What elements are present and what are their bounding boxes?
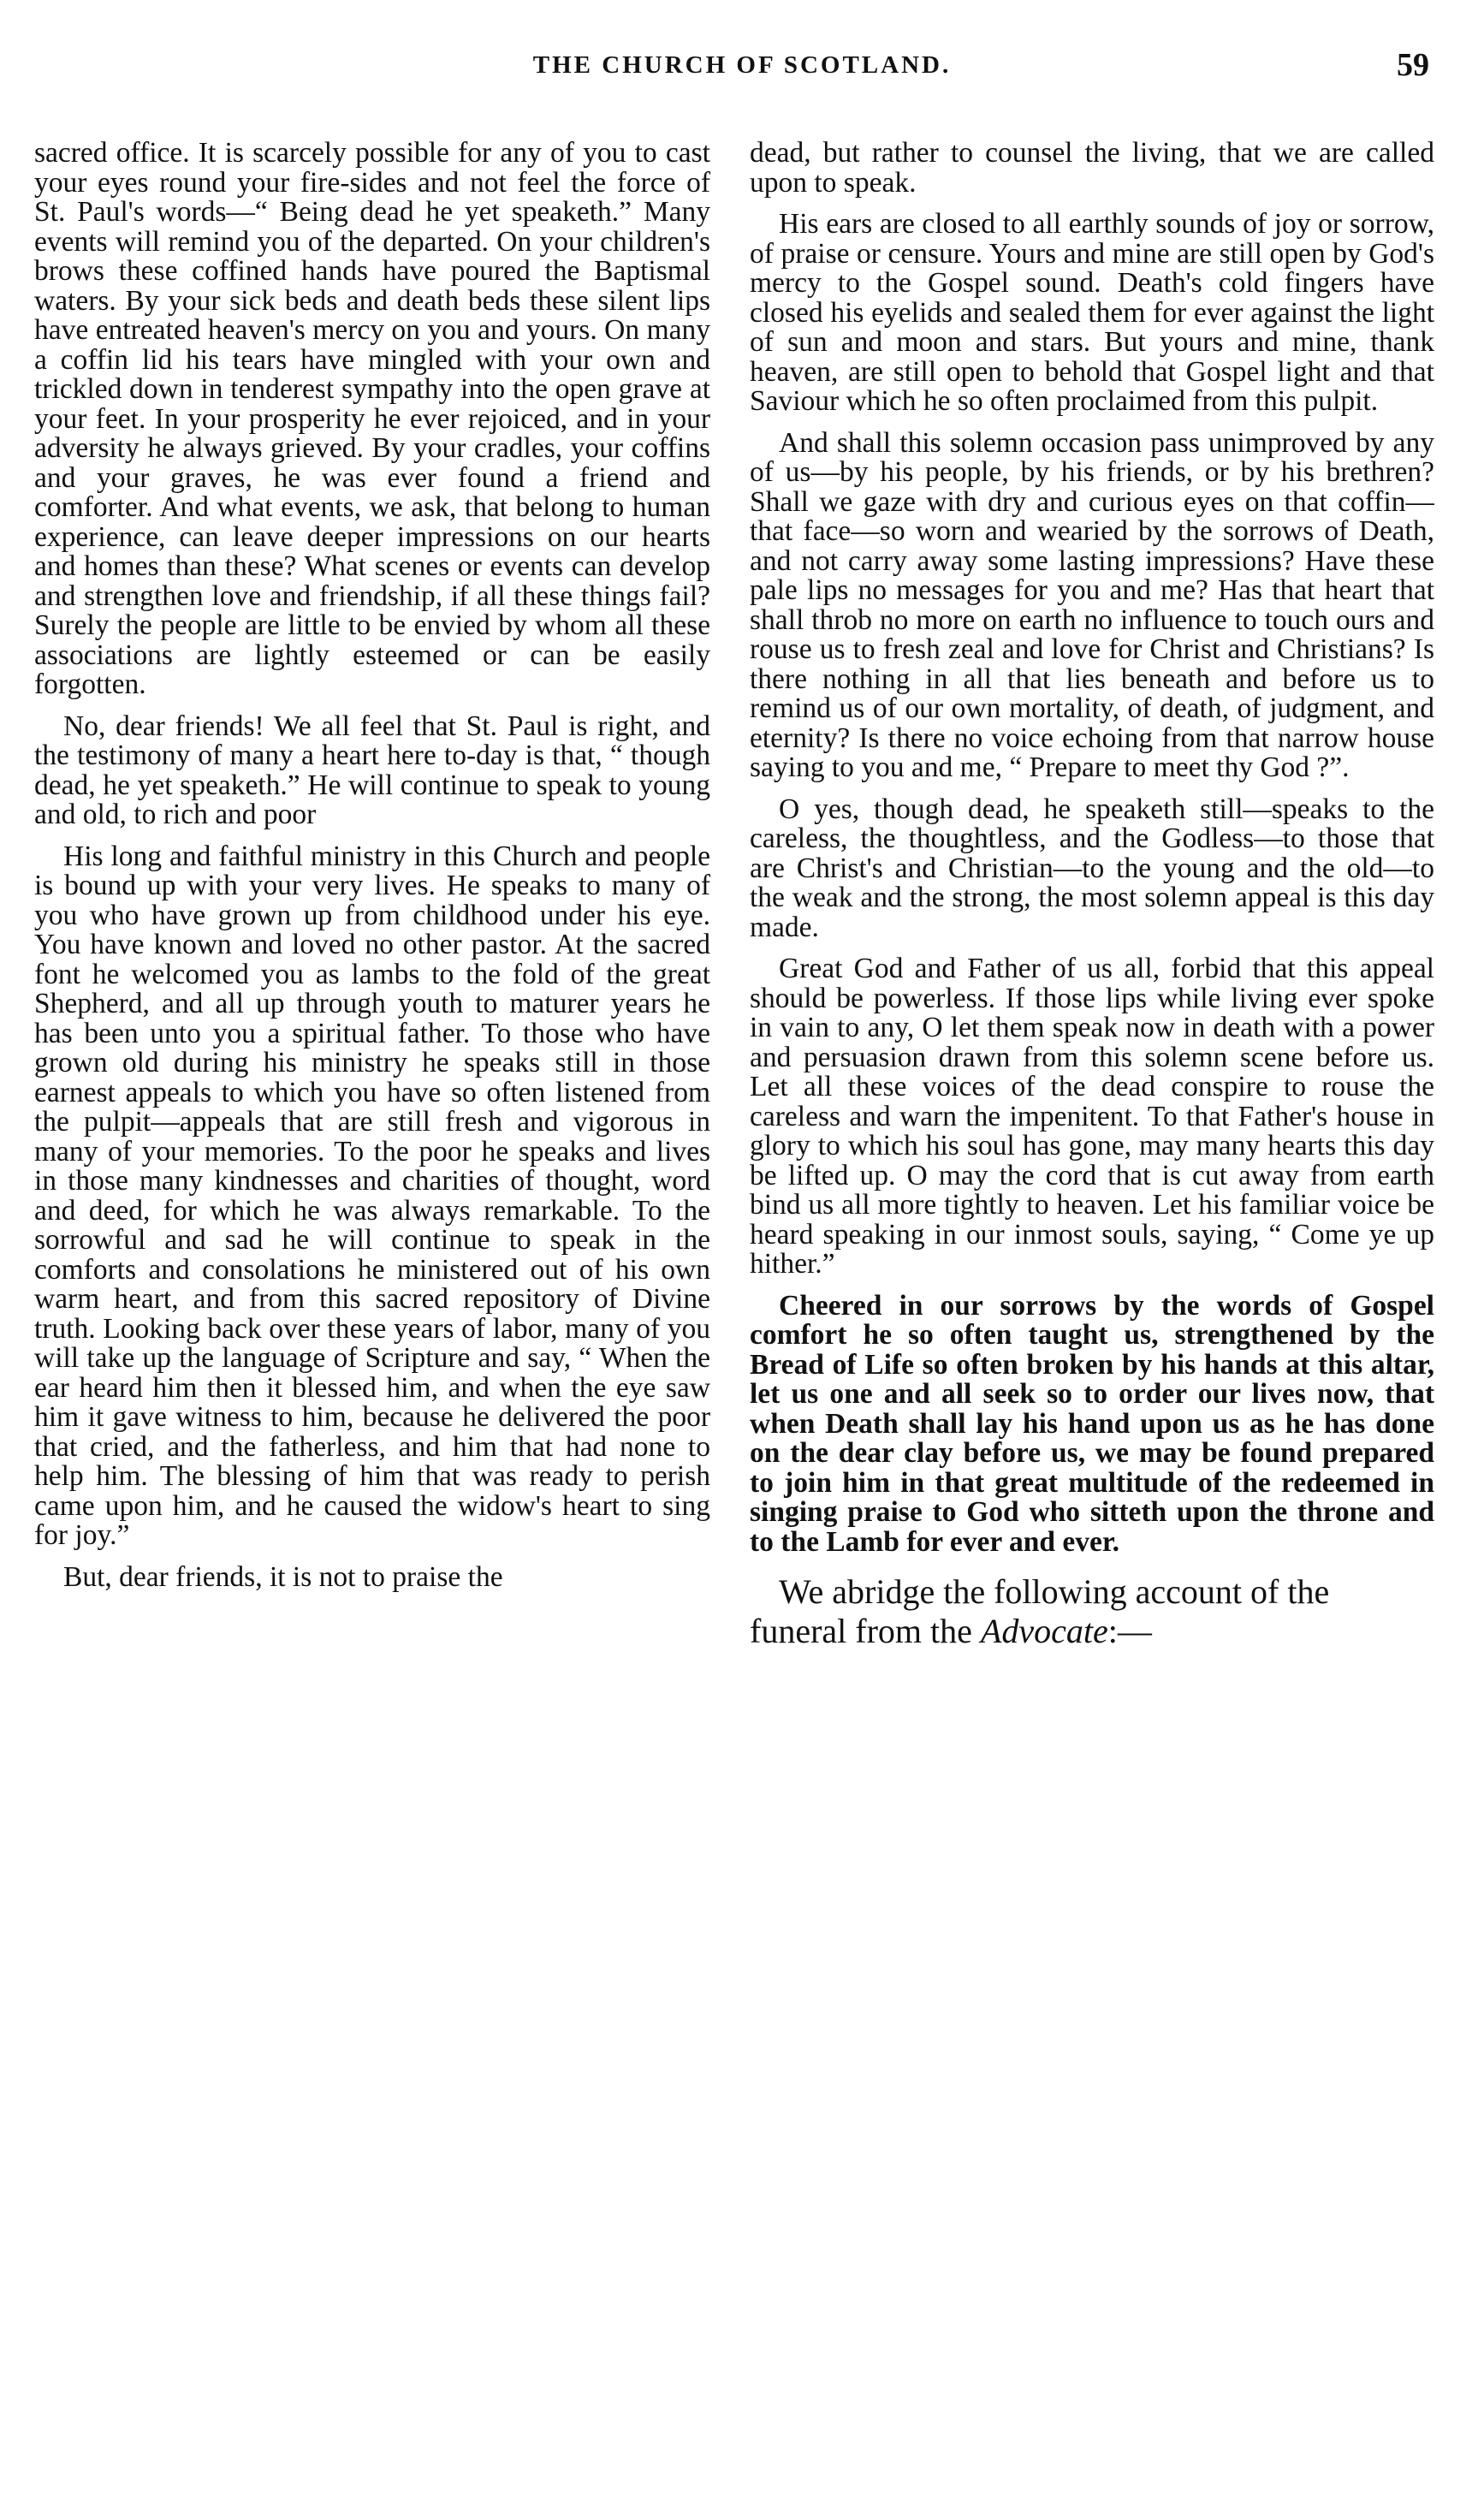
paragraph: dead, but rather to counsel the living, that we are called upon to speak. — [750, 139, 1434, 199]
left-column — [34, 139, 710, 2501]
paragraph: And shall this solemn occasion pass unimproved by any of us—by his people, by his friends, or by his brethren? Shall we gaze with dry and curious eyes on that coffin—that face—so worn and wearied by the sorrows of Death, and not carry away some lasting impressions? Have these pale lips no messages for you and me? Has that heart that shall throb no more on earth no influence to touch ours and rouse us to fresh zeal and love for Christ and Christians? Is there nothing in all that lies beneath and before us to remind us of our own mortality, of death, of judgment, and eternity? Is there no voice echoing from that narrow house saying to you and me, “ Prepare to meet thy God ?”. — [750, 426, 1434, 783]
paragraph: Great God and Father of us all, forbid that this appeal should be powerless. If those lips while living ever spoke in vain to any, O let them speak now in death with a power and persuasion drawn from this solemn scene before us. Let all these voices of the dead conspire to rouse the careless and warn the impenitent. To that Father's house in glory to which his soul has gone, may many hearts this day be lifted up. O may the cord that is cut away from earth bind us all more tightly to heaven. Let his familiar voice be heard speaking in our inmost souls, saying, “ Come ye up hither.” — [750, 953, 1434, 1280]
paragraph: His long and faithful ministry in this Church and people is bound up with your very lives. He speaks to many of you who have grown up from childhood under his eye. You have known and loved no other pastor. At the sacred font he welcomed you as lambs to the fold of the great Shepherd, and all up through youth to maturer years he has been unto you a spiritual father. To those who have grown old during his ministry he speaks still in those earnest appeals to which you have so often listened from the pulpit—appeals that are still fresh and vigorous in many of your memories. To the poor he speaks and lives in those many kindnesses and charities of thought, word and deed, for which he was always remarkable. To the sorrowful and sad he will continue to speak in the comforts and consolations he ministered out of his own warm heart, and from this sacred repository of Divine truth. Looking back over these years of labor, many of you will take up the language of Scripture and say, “ When the ear heard him then it blessed him, and when the eye saw him it gave witness to him, because he delivered the poor that cried, and the fatherless, and him that had none to help him. The blessing of him that was ready to perish came upon him, and he caused the widow's heart to sing for joy.” — [34, 840, 710, 1551]
paragraph: sacred office. It is scarcely possible for any of you to cast your eyes round your fire-sides and not feel the force of St. Paul's words—“ Being dead he yet speaketh.” Many events will remind you of the departed. On your children's brows these coffined hands have poured the Baptismal waters. By your sick beds and death beds these silent lips have entreated heaven's mercy on you and yours. On many a coffin lid his tears have mingled with your own and trickled down in tenderest sympathy into the open grave at your feet. In your prosperity he ever rejoiced, and in your adversity he always grieved. By your cradles, your coffins and your graves, he was ever found a friend and comforter. And what events, we ask, that belong to human experience, can leave deeper impressions on our hearts and homes than these? What scenes or events can develop and strengthen love and friendship, if all these things fail? Surely the people are little to be envied by whom all these associations are lightly esteemed or can be easily forgotten. — [34, 139, 710, 700]
notice-end: :— — [1107, 1612, 1152, 1650]
notice-text: We abridge the following account of the funeral from the — [750, 1572, 1330, 1650]
paragraph: No, dear friends! We all feel that St. Paul is right, and the testimony of many a heart here to-day is that, “ though dead, he yet speaketh.” He will continue to speak to young and old, to rich and poor — [34, 710, 710, 830]
right-column — [750, 139, 1434, 2501]
notice-source: Advocate — [980, 1612, 1108, 1650]
paragraph: But, dear friends, it is not to praise the — [63, 1560, 503, 1593]
paragraph: O yes, though dead, he speaketh still—speaks to the careless, the thoughtless, and the Godless—to those that are Christ's and Christian—to the young and the old—to the weak and the strong, the most solemn appeal is this day made. — [750, 793, 1434, 943]
funeral-account-notice — [750, 1572, 1434, 1651]
page-header — [0, 47, 1484, 103]
paragraph: His ears are closed to all earthly sounds of joy or sorrow, of praise or censure. Yours and mine are still open by God's mercy to the Gospel sound. Death's cold fingers have closed his eyelids and sealed them for ever against the light of sun and moon and stars. But yours and mine, thank heaven, are still open to behold that Gospel light and that Saviour which he so often proclaimed from this pulpit. — [750, 208, 1434, 417]
paragraph: Cheered in our sorrows by the words of Gospel comfort he so often taught us, strengthened by the Bread of Life so often broken by his hands at this altar, let us one and all seek so to order our lives now, that when Death shall lay his hand upon us as he has done on the dear clay before us, we may be found prepared to join him in that great multitude of the redeemed in singing praise to God who sitteth upon the throne and to the Lamb for ever and ever. — [750, 1289, 1434, 1558]
page-number: 59 — [1397, 47, 1429, 83]
running-title: THE CHURCH OF SCOTLAND. — [532, 51, 952, 79]
